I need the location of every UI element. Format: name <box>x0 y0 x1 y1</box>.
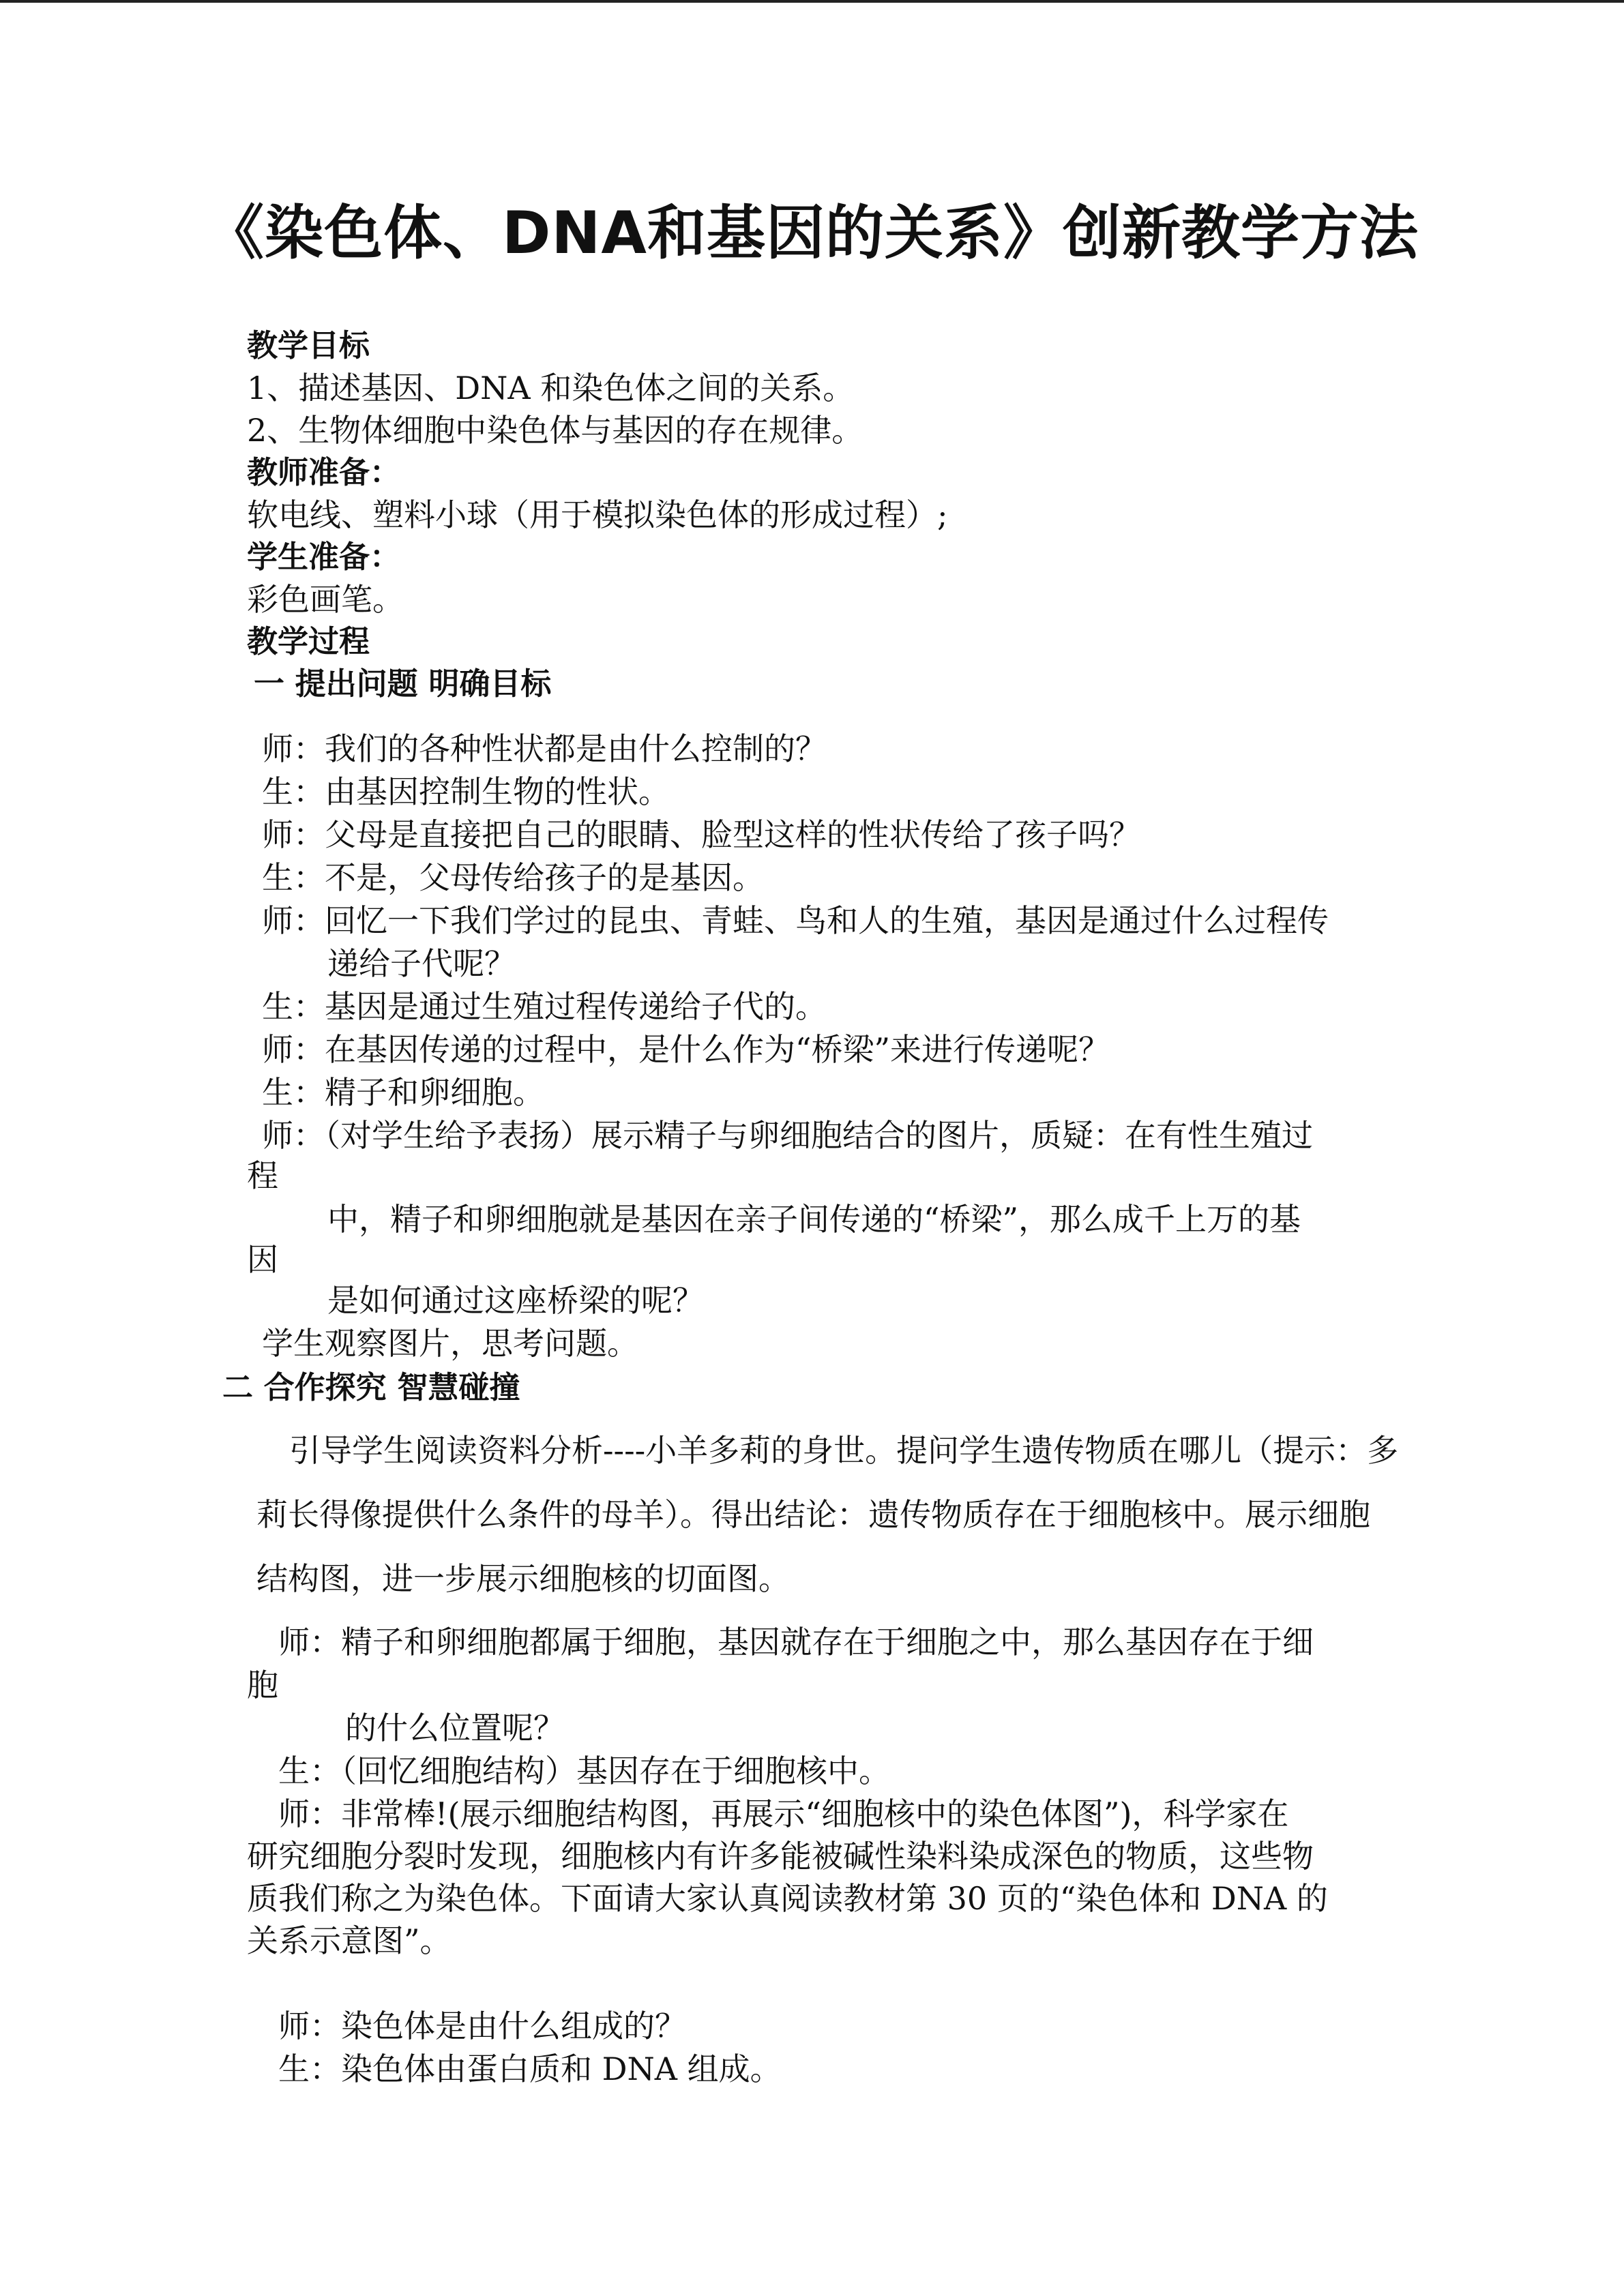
dialogue-line: 师：在基因传递的过程中，是什么作为“桥梁”来进行传递呢？ <box>262 1031 1110 1068</box>
dialogue-continuation: 中，精子和卵细胞就是基因在亲子间传递的“桥梁”，那么成千上万的基 <box>327 1201 1301 1238</box>
section-1-heading: 一 提出问题 明确目标 <box>254 666 552 702</box>
dialogue-line: 师：我们的各种性状都是由什么控制的？ <box>262 730 827 767</box>
student-prep-text: 彩色画笔。 <box>247 581 404 618</box>
heading-student-prep: 学生准备： <box>247 539 401 575</box>
dialogue-line: 生：染色体由蛋白质和 DNA 组成。 <box>278 2051 782 2087</box>
dialogue-line: 学生观察图片，思考问题。 <box>262 1325 638 1362</box>
paragraph-line: 关系示意图”。 <box>247 1922 452 1959</box>
dialogue-line: 生：由基因控制生物的性状。 <box>262 773 670 810</box>
dialogue-continuation: 是如何通过这座桥梁的呢？ <box>327 1282 704 1319</box>
dialogue-line: 师：精子和卵细胞都属于细胞，基因就存在于细胞之中，那么基因存在于细 <box>278 1624 1314 1660</box>
heading-teacher-prep: 教师准备： <box>247 454 401 490</box>
page-top-border <box>0 0 1624 3</box>
paragraph-line: 结构图，进一步展示细胞核的切面图。 <box>256 1560 790 1597</box>
dialogue-wrap: 胞 <box>247 1667 278 1703</box>
heading-teaching-goals: 教学目标 <box>247 327 370 363</box>
teacher-prep-text: 软电线、塑料小球（用于模拟染色体的形成过程）; <box>247 496 948 533</box>
paragraph-line: 莉长得像提供什么条件的母羊）。得出结论：遗传物质存在于细胞核中。展示细胞 <box>256 1496 1370 1533</box>
paragraph-line: 研究细胞分裂时发现，细胞核内有许多能被碱性染料染成深色的物质，这些物 <box>247 1838 1314 1875</box>
paragraph-line: 引导学生阅读资料分析----小羊多莉的身世。提问学生遗传物质在哪儿（提示：多 <box>289 1432 1399 1469</box>
dialogue-line: 生：不是，父母传给孩子的是基因。 <box>262 859 764 896</box>
dialogue-continuation: 递给子代呢？ <box>327 945 516 982</box>
dialogue-wrap: 程 <box>247 1157 278 1194</box>
paragraph-line: 质我们称之为染色体。下面请大家认真阅读教材第 30 页的“染色体和 DNA 的 <box>247 1880 1328 1917</box>
dialogue-line: 师：父母是直接把自己的眼睛、脸型这样的性状传给了孩子吗？ <box>262 816 1140 853</box>
dialogue-line: 生：精子和卵细胞。 <box>262 1074 544 1111</box>
dialogue-line: 师：回忆一下我们学过的昆虫、青蛙、鸟和人的生殖，基因是通过什么过程传 <box>262 902 1329 939</box>
goal-item-2: 2、生物体细胞中染色体与基因的存在规律。 <box>247 412 863 449</box>
dialogue-line: 师：（对学生给予表扬）展示精子与卵细胞结合的图片，质疑：在有性生殖过 <box>262 1117 1313 1154</box>
section-2-heading: 二 合作探究 智慧碰撞 <box>222 1369 520 1405</box>
dialogue-continuation: 的什么位置呢？ <box>345 1710 565 1746</box>
dialogue-line: 生：（回忆细胞结构）基因存在于细胞核中。 <box>278 1753 890 1789</box>
goal-item-1: 1、描述基因、DNA 和染色体之间的关系。 <box>247 370 855 406</box>
dialogue-line: 生：基因是通过生殖过程传递给子代的。 <box>262 988 827 1025</box>
heading-process: 教学过程 <box>247 623 370 659</box>
dialogue-wrap: 因 <box>247 1241 278 1278</box>
document-title: 《染色体、DNA和基因的关系》创新教学方法 <box>205 199 1419 267</box>
dialogue-line: 师：非常棒!(展示细胞结构图，再展示“细胞核中的染色体图”)，科学家在 <box>278 1795 1289 1832</box>
dialogue-line: 师：染色体是由什么组成的？ <box>278 2008 686 2044</box>
